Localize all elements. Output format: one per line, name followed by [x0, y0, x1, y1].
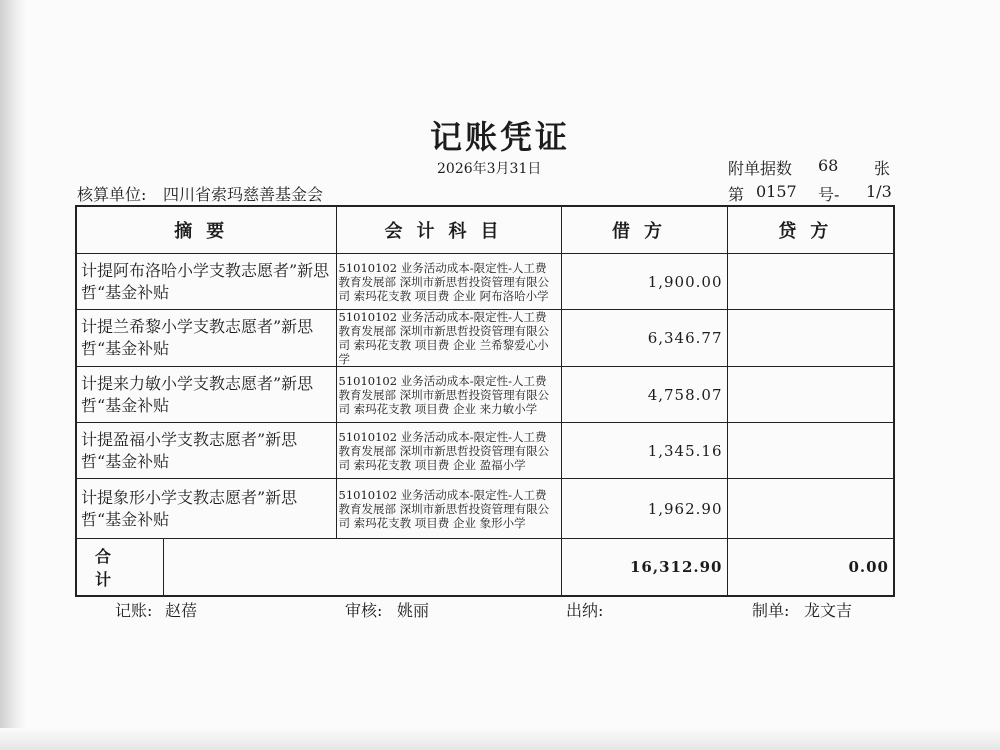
row-account: 51010102 业务活动成本-限定性-人工费 教育发展部 深圳市新思哲投资管理有限公司 索玛花支教 项目费 企业 阿布洛哈小学	[336, 254, 561, 310]
row-account: 51010102 业务活动成本-限定性-人工费 教育发展部 深圳市新思哲投资管理有限公司 索玛花支教 项目费 企业 象形小学	[336, 479, 561, 539]
row-credit	[727, 310, 894, 367]
preparer-name: 龙文吉	[804, 601, 853, 620]
row-account: 51010102 业务活动成本-限定性-人工费 教育发展部 深圳市新思哲投资管理有限公司 索玛花支教 项目费 企业 兰希黎爱心小学	[336, 310, 561, 367]
row-account: 51010102 业务活动成本-限定性-人工费 教育发展部 深圳市新思哲投资管理有限公司 索玛花支教 项目费 企业 盈福小学	[336, 423, 561, 479]
reviewer-label: 审核:	[345, 601, 383, 620]
table-row	[76, 254, 894, 310]
table-row	[76, 423, 894, 479]
attachments-count: 68	[818, 156, 839, 175]
row-credit	[727, 254, 894, 310]
table-header-row	[76, 206, 894, 254]
row-summary: 计提象形小学支教志愿者”新思哲“基金补贴	[76, 479, 336, 539]
bookkeeper-name: 赵蓓	[165, 601, 198, 620]
total-row	[76, 539, 894, 596]
voucher-date: 2026年3月31日	[437, 161, 542, 177]
row-debit: 1,900.00	[561, 254, 727, 310]
row-credit	[727, 423, 894, 479]
row-summary: 计提阿布洛哈小学支教志愿者”新思哲“基金补贴	[76, 254, 336, 310]
header-account: 会计科目	[336, 206, 561, 254]
total-blank	[163, 539, 561, 596]
voucher-page-indicator: 1/3	[866, 182, 892, 201]
row-debit: 6,346.77	[561, 310, 727, 367]
row-summary: 计提盈福小学支教志愿者”新思哲“基金补贴	[76, 423, 336, 479]
cashier-label: 出纳:	[566, 601, 604, 620]
table-row	[76, 367, 894, 423]
attachments-unit: 张	[874, 159, 891, 178]
header-debit: 借方	[561, 206, 727, 254]
row-summary: 计提兰希黎小学支教志愿者”新思哲“基金补贴	[76, 310, 336, 367]
voucher-number-prefix: 第	[728, 185, 745, 204]
voucher-table	[75, 205, 895, 597]
row-credit	[727, 479, 894, 539]
table-row	[76, 479, 894, 539]
row-account: 51010102 业务活动成本-限定性-人工费 教育发展部 深圳市新思哲投资管理有限公司 索玛花支教 项目费 企业 来力敏小学	[336, 367, 561, 423]
total-label: 合计	[76, 539, 163, 596]
unit-label: 核算单位:	[77, 185, 147, 204]
header-credit: 贷方	[727, 206, 894, 254]
header-summary: 摘要	[76, 206, 336, 254]
bookkeeper-label: 记账:	[115, 601, 153, 620]
voucher-number-suffix: 号-	[818, 185, 840, 204]
row-summary: 计提来力敏小学支教志愿者”新思哲“基金补贴	[76, 367, 336, 423]
attachments-label: 附单据数	[728, 159, 793, 178]
table-row	[76, 310, 894, 367]
preparer-label: 制单:	[752, 601, 790, 620]
total-debit: 16,312.90	[561, 539, 727, 596]
total-credit: 0.00	[727, 539, 894, 596]
scan-bottom-edge	[0, 728, 1000, 750]
row-debit: 4,758.07	[561, 367, 727, 423]
voucher-number: 0157	[756, 182, 797, 201]
row-credit	[727, 367, 894, 423]
reviewer-name: 姚丽	[397, 601, 430, 620]
row-debit: 1,345.16	[561, 423, 727, 479]
unit-name: 四川省索玛慈善基金会	[163, 185, 324, 204]
voucher-title: 记账凭证	[429, 118, 570, 156]
row-debit: 1,962.90	[561, 479, 727, 539]
